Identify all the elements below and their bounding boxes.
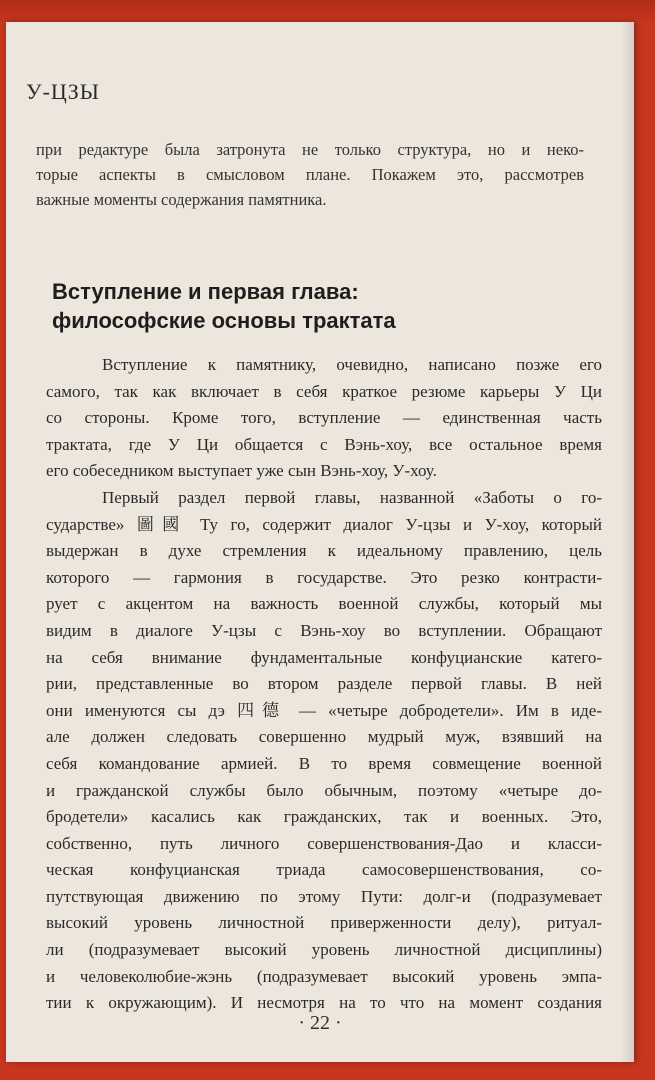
section-title-line: философские основы трактата [52,308,396,333]
text-line: але должен следовать совершенно мудрый муж, взявший на [46,727,602,747]
text-line: его собеседником выступает уже сын Вэнь-хоу, У-хоу. [46,461,437,481]
paragraph-1 [46,352,602,485]
paragraph-2 [46,485,602,1017]
book-cover-edge [0,0,655,24]
text-line: со стороны. Кроме того, вступление — единственная часть [46,408,602,428]
text-line: видим в диалоге У-цзы с Вэнь-хоу во вступлении. Обращают [46,620,602,640]
text-line: рии, представленные во втором разделе первой главы. В ней [46,674,602,694]
text-line: которого — гармония в государстве. Это резко контрасти- [46,567,602,587]
text-line: и гражданской службы было обычным, поэтому «четыре до- [46,780,602,800]
section-title [52,277,572,335]
section-title-line: Вступление и первая глава: [52,279,359,304]
text-line: бродетели» касались как гражданских, так и военных. Это, [46,807,602,827]
intro-paragraph [36,137,584,212]
text-line: ческая конфуцианская триада самосовершенствования, со- [46,860,602,880]
text-line: трактата, где У Ци общается с Вэнь-хоу, все остальное время [46,434,602,454]
text-line: и человеколюбие-жэнь (подразумевает высокий уровень эмпа- [46,966,602,986]
book-page [6,22,634,1062]
text-line: собственно, путь личного совершенствования-Дао и класси- [46,833,602,853]
body-text [46,352,602,1017]
running-head: У-ЦЗЫ [26,79,100,104]
text-line: сударстве» 圖國 Ту го, содержит диалог У-цзы и У-хоу, который [46,514,602,534]
text-line: себя командование армией. В то время совмещение военной [46,753,602,773]
text-line: важные моменты содержания памятника. [36,190,327,209]
text-line: Вступление к памятнику, очевидно, написано позже его [102,355,602,374]
text-line: торые аспекты в смысловом плане. Покажем это, рассмотрев [36,165,584,184]
text-line: высокий уровень личностной приверженности делу), ритуал- [46,913,602,933]
text-line: выдержан в духе стремления к идеальному правлению, цель [46,541,602,561]
text-line: они именуются сы дэ 四德 — «четыре добродетели». Им в иде- [46,700,602,720]
text-line: ли (подразумевает высокий уровень личностной дисциплины) [46,940,602,960]
text-line: на себя внимание фундаментальные конфуцианские катего- [46,647,602,667]
text-line: самого, так как включает в себя краткое резюме карьеры У Ци [46,381,602,401]
page-number: · 22 · [298,1012,342,1034]
text-line: Первый раздел первой главы, названной «Заботы о го- [102,487,602,507]
text-line: рует с акцентом на важность военной службы, который мы [46,594,602,614]
text-line: путствующая движению по этому Пути: долг-и (подразумевает [46,886,602,906]
text-line: тии к окружающим). И несмотря на то что на момент создания [46,993,602,1013]
page-shadow [620,22,634,1062]
text-line: при редактуре была затронута не только структура, но и неко- [36,140,584,159]
